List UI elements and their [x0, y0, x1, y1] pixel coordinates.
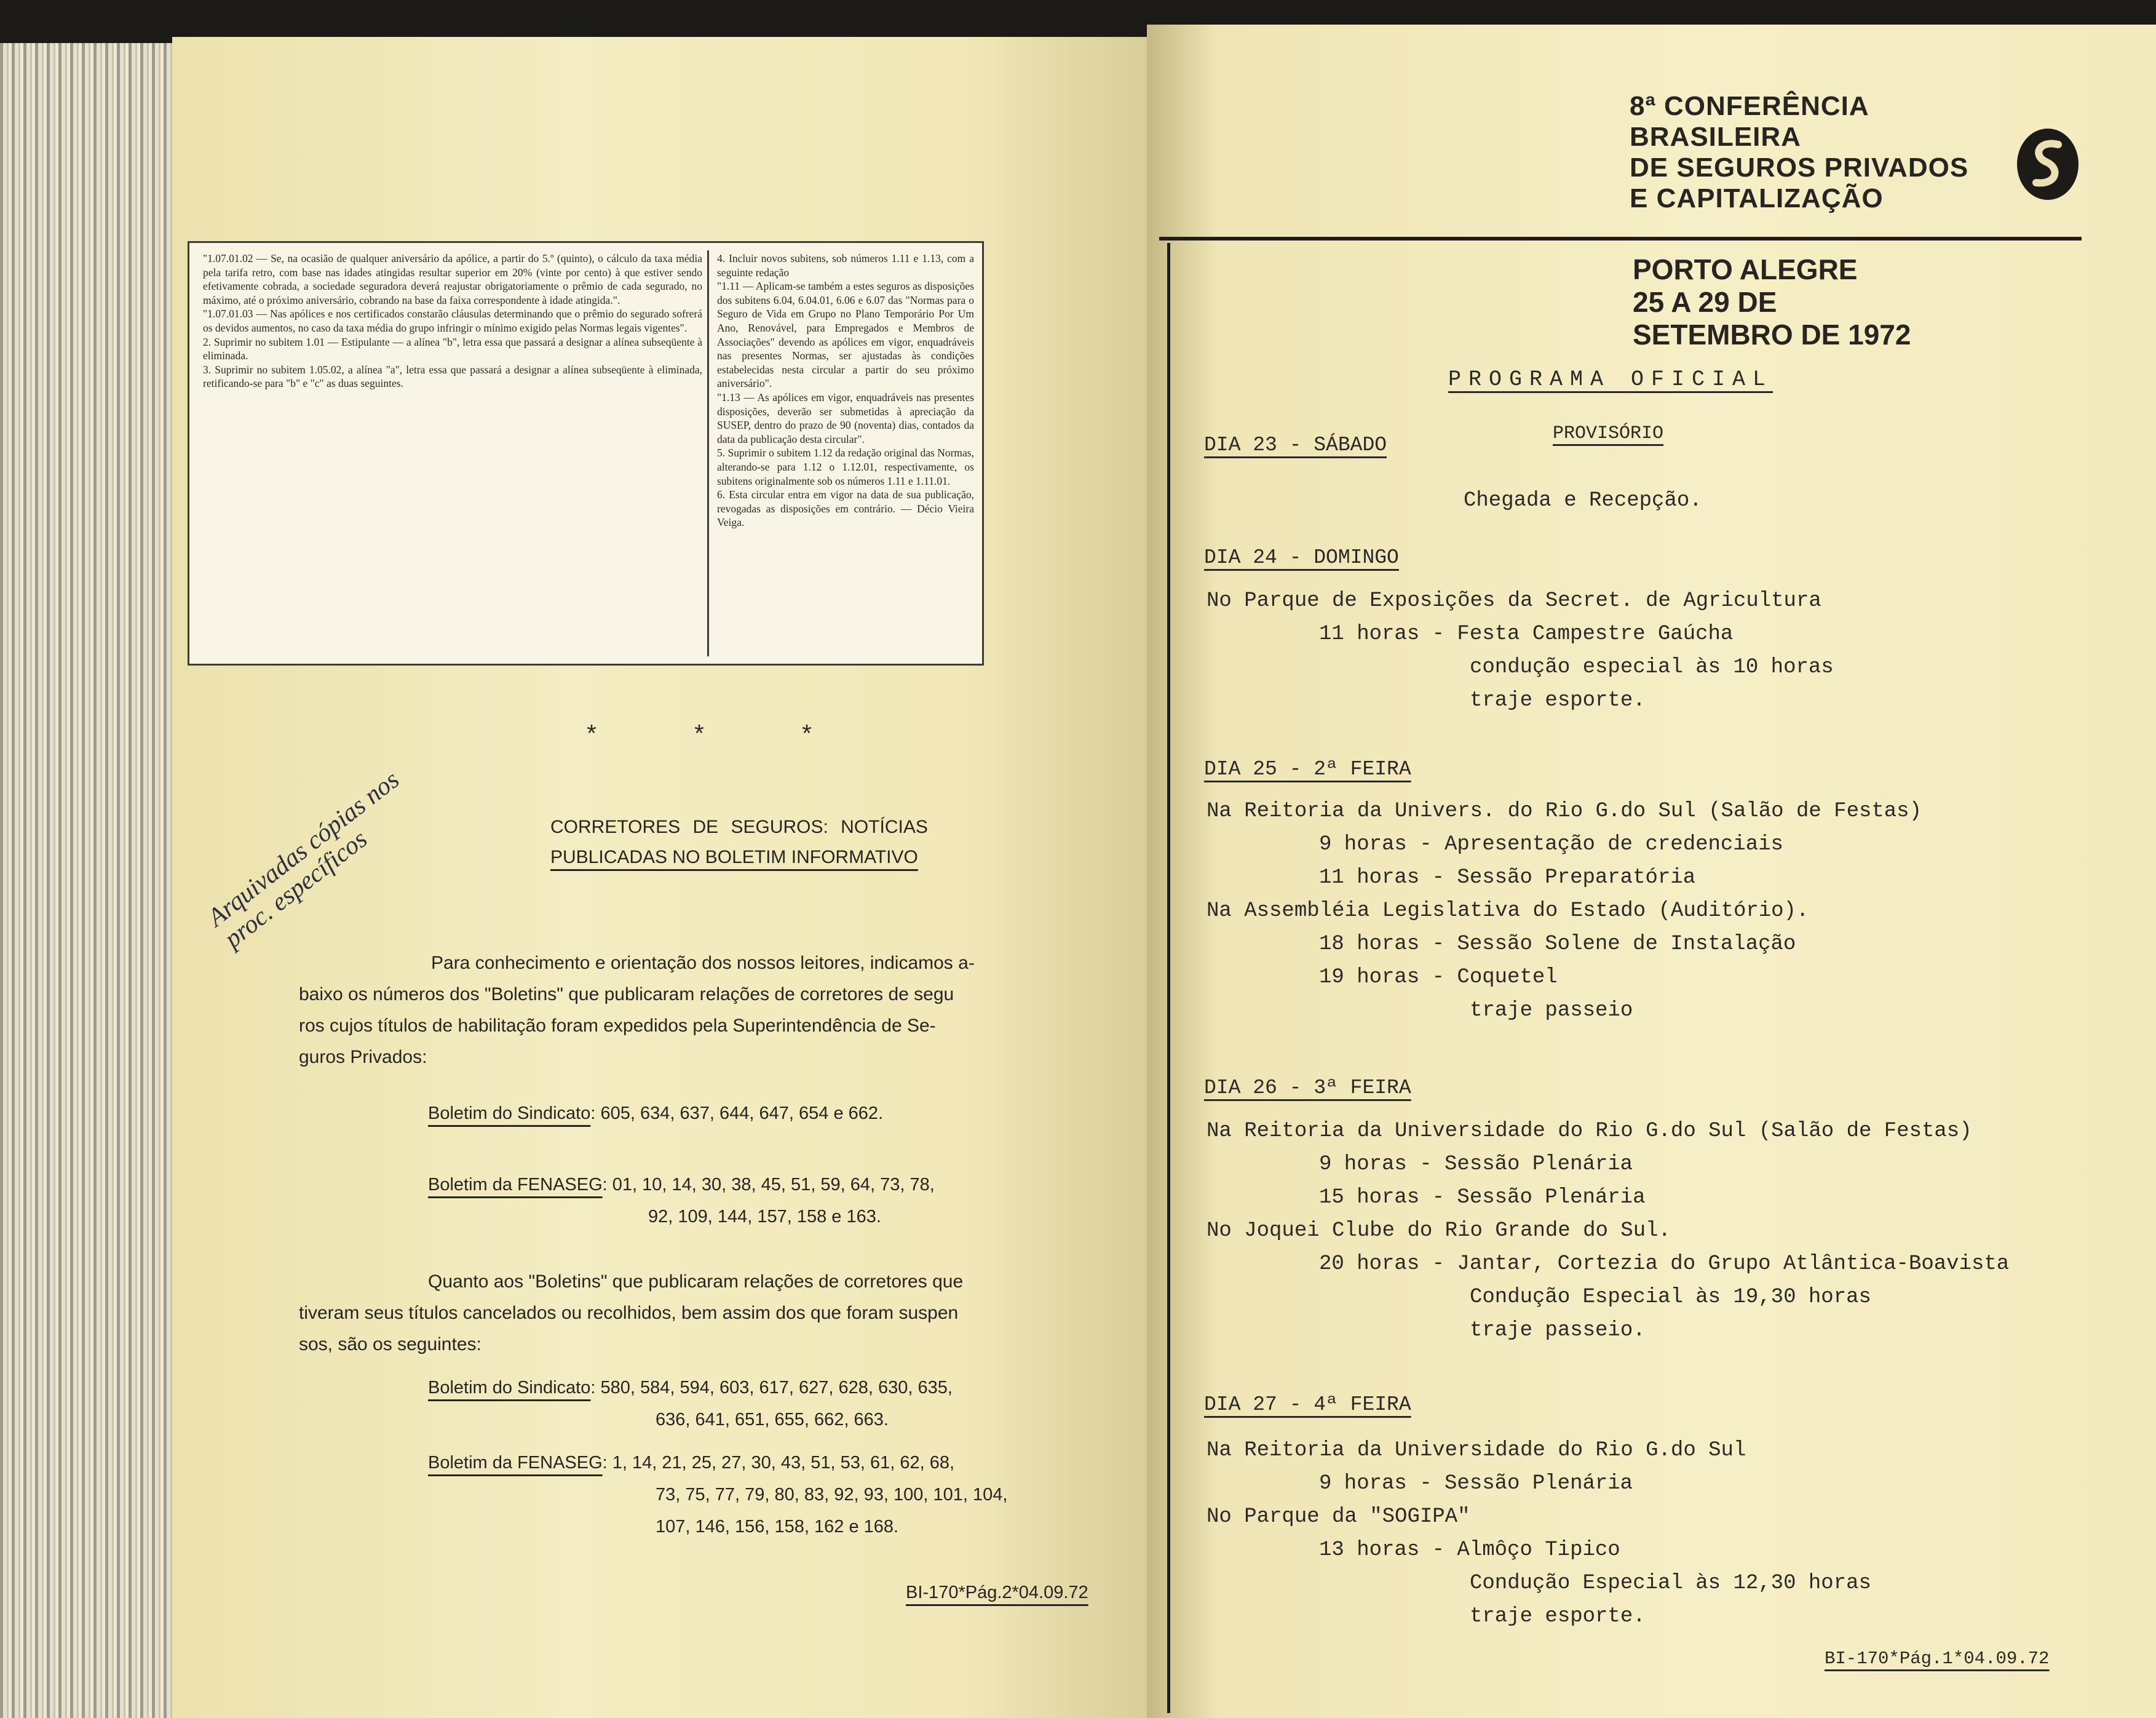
list-values: 107, 146, 156, 158, 162 e 168. — [656, 1517, 899, 1537]
heading-line-1: CORRETORES DE SEGUROS: NOTÍCIAS — [550, 817, 928, 837]
schedule-line: condução especial às 10 horas — [1470, 656, 1834, 679]
schedule-line: traje esporte. — [1470, 689, 1646, 712]
place-line: PORTO ALEGRE — [1633, 253, 1858, 285]
paragraph-line: Quanto aos "Boletins" que publicaram relações de corretores que — [428, 1271, 964, 1292]
schedule-line: No Parque de Exposições da Secret. de Agricultura — [1207, 589, 1821, 613]
day-heading: DIA 27 - 4ª FEIRA — [1204, 1393, 1411, 1416]
paragraph-line: Para conhecimento e orientação dos nossos leitores, indicamos a- — [431, 953, 975, 973]
paragraph-line: sos, são os seguintes: — [299, 1334, 482, 1354]
paragraph-line: ros cujos títulos de habilitação foram expedidos pela Superintendência de Se- — [299, 1016, 936, 1036]
title-line: DE SEGUROS PRIVADOS — [1630, 153, 1969, 183]
right-page-footer: BI-170*Pág.1*04.09.72 — [1825, 1648, 2050, 1669]
title-line: 8ª CONFERÊNCIA — [1630, 91, 1869, 121]
margin-rule — [1167, 243, 1170, 1713]
place-line: 25 A 29 DE — [1633, 286, 1777, 318]
schedule-line: 19 horas - Coquetel — [1319, 966, 1558, 989]
schedule-line: Na Reitoria da Universidade do Rio G.do Sul (Salão de Festas) — [1207, 1119, 1972, 1143]
schedule-line: Na Assembléia Legislativa do Estado (Auditório). — [1207, 899, 1809, 923]
schedule-line: Chegada e Recepção. — [1464, 489, 1702, 512]
place-date — [1633, 253, 1911, 351]
programa-oficial: PROGRAMA OFICIAL — [1448, 367, 1774, 392]
list2-sindicato: Boletim do Sindicato: 580, 584, 594, 603, 617, 627, 628, 630, 635, 636, 641, 651, 655, 662, 663. — [428, 1372, 953, 1436]
title-line: E CAPITALIZAÇÃO — [1630, 183, 1884, 213]
heading-line-2: PUBLICADAS NO BOLETIM INFORMATIVO — [550, 847, 918, 867]
list-values: 580, 584, 594, 603, 617, 627, 628, 630, 635, — [600, 1378, 953, 1398]
list-values: 1, 14, 21, 25, 27, 30, 43, 51, 53, 61, 62, 68, — [612, 1453, 955, 1473]
provisorio: PROVISÓRIO — [1553, 423, 1664, 444]
conference-title — [1630, 91, 1968, 214]
schedule-line: 9 horas - Apresentação de credenciais — [1319, 833, 1783, 856]
schedule-line: traje esporte. — [1470, 1605, 1646, 1628]
schedule-line: 11 horas - Festa Campestre Gaúcha — [1319, 622, 1734, 646]
schedule-line: 9 horas - Sessão Plenária — [1319, 1472, 1633, 1495]
schedule-line: Condução Especial às 19,30 horas — [1470, 1286, 1871, 1309]
schedule-line: 20 horas - Jantar, Cortezia do Grupo Atlântica-Boavista — [1319, 1252, 2010, 1276]
left-page-footer: BI-170*Pág.2*04.09.72 — [906, 1583, 1088, 1602]
schedule-line: No Parque da "SOGIPA" — [1207, 1505, 1470, 1529]
list-label: Boletim do Sindicato — [428, 1378, 591, 1398]
paragraph-line: tiveram seus títulos cancelados ou recolhidos, bem assim dos que foram suspen — [299, 1303, 959, 1323]
schedule-line: Na Reitoria da Univers. do Rio G.do Sul (Salão de Festas) — [1207, 800, 1922, 823]
clipping-column-2: 4. Incluir novos subitens, sob números 1.11 e 1.13, com a seguinte redação "1.11 — Aplicam-se também a estes seguros as disposições dos subitens 6.04, 6.04.01, 6.06 e 6.07 das "Normas para o Seguro de Vida em Grupo no Plano Temporário Por Um Ano, Renovável, para Empregados e Membros de Associações" devendo as apólices em vigor, enquadráveis nas presentes Normas, ser ajustadas às condições estabelecidas nesta circular a partir do seu próximo aniversário". "1.13 — As apólices em vigor, enquadráveis nas presentes disposições, deverão ser submetidas à apreciação da SUSEP, dentro do prazo de 90 (noventa) dias, contados da data da publicação desta circular". 5. Suprimir o subitem 1.12 da redação original das Normas, alterando-se para 1.12 o 1.12.01, respectivamente, os subitens originalmente sob os números 1.11 e 1.11.01. 6. Esta circular entra em vigor na data de sua publicação, revogadas as disposições em contrário. — Décio Vieira Veiga. — [717, 252, 974, 529]
schedule-line: 15 horas - Sessão Plenária — [1319, 1186, 1646, 1209]
section-separator — [584, 723, 830, 754]
paragraph-line: baixo os números dos "Boletins" que publicaram relações de corretores de segu — [299, 984, 954, 1004]
schedule-line: 11 horas - Sessão Preparatória — [1319, 866, 1696, 889]
list-values: 73, 75, 77, 79, 80, 83, 92, 93, 100, 101, 104, — [656, 1485, 1008, 1505]
second-paragraph — [299, 1266, 1135, 1360]
intro-paragraph — [299, 947, 1135, 1073]
paragraph-line: guros Privados: — [299, 1047, 427, 1067]
handwritten-note: Arquivadas cópias nos proc. específicos — [202, 765, 405, 954]
list-label: Boletim do Sindicato — [428, 1104, 591, 1123]
list-values: 01, 10, 14, 30, 38, 45, 51, 59, 64, 73, 78, — [612, 1175, 935, 1195]
schedule-line: 13 horas - Almôço Tipico — [1319, 1538, 1620, 1562]
schedule-line: Condução Especial às 12,30 horas — [1470, 1572, 1871, 1595]
day-heading: DIA 23 - SÁBADO — [1204, 434, 1387, 456]
list-values: 92, 109, 144, 157, 158 e 163. — [648, 1207, 881, 1227]
conference-logo — [2014, 126, 2082, 203]
list1-fenaseg: Boletim da FENASEG: 01, 10, 14, 30, 38, 45, 51, 59, 64, 73, 78, 92, 109, 144, 157, 158 e 163. — [428, 1169, 935, 1233]
schedule-line: Na Reitoria da Universidade do Rio G.do Sul — [1207, 1439, 1746, 1462]
page-stack-edge — [0, 43, 184, 1718]
star: * — [692, 723, 707, 750]
title-line: BRASILEIRA — [1630, 122, 1801, 152]
schedule-line: traje passeio — [1470, 999, 1633, 1022]
list-values: 605, 634, 637, 644, 647, 654 e 662. — [600, 1104, 884, 1123]
schedule-line: 18 horas - Sessão Solene de Instalação — [1319, 933, 1796, 956]
place-line: SETEMBRO DE 1972 — [1633, 319, 1911, 351]
list-values: 636, 641, 651, 655, 662, 663. — [656, 1410, 889, 1430]
clipping-column-1: "1.07.01.02 — Se, na ocasião de qualquer aniversário da apólice, a partir do 5.º (quinto), o cálculo da taxa média pela tarifa retro, com base nas idades atingidas resultar superior em 20% (vinte por cento) à que estiver sendo efetivamente cobrada, a sociedade seguradora deverá reajustar obrigatoriamente o prêmio de cada segurado, no máximo, até o próximo aniversário, cobrando na base da faixa correspondente à idade atingida.". "1.07.01.03 — Nas apólices e nos certificados constarão cláusulas determinando que o prêmio do segurado sofrerá os devidos aumentos, no caso da taxa média do grupo infringir o mínimo exigido pelas Normas legais vigentes". 2. Suprimir no subitem 1.01 — Estipulante — a alínea "b", letra essa que passará a designar a alínea subseqüente à eliminada. 3. Suprimir no subitem 1.05.02, a alínea "a", letra essa que passará a designar a alínea subseqüente à eliminada, retificando-se para "b" e "c" as duas seguintes. — [203, 252, 702, 390]
schedule-line: No Joquei Clube do Rio Grande do Sul. — [1207, 1219, 1671, 1243]
clipping-divider — [707, 250, 709, 656]
list-label: Boletim da FENASEG — [428, 1453, 603, 1473]
day-heading: DIA 26 - 3ª FEIRA — [1204, 1076, 1411, 1099]
list-label: Boletim da FENASEG — [428, 1175, 603, 1195]
day-heading: DIA 25 - 2ª FEIRA — [1204, 758, 1411, 781]
schedule-line: 9 horas - Sessão Plenária — [1319, 1153, 1633, 1176]
schedule-line: traje passeio. — [1470, 1319, 1646, 1342]
list1-sindicato: Boletim do Sindicato: 605, 634, 637, 644, 647, 654 e 662. — [428, 1104, 884, 1123]
star: * — [799, 723, 815, 750]
day-heading: DIA 24 - DOMINGO — [1204, 546, 1399, 569]
list2-fenaseg: Boletim da FENASEG: 1, 14, 21, 25, 27, 30, 43, 51, 53, 61, 62, 68, 73, 75, 77, 79, 80, 83, 92, 93, 100, 101, 104, 107, 146, 156, 158, 162 e 168. — [428, 1447, 1007, 1543]
newspaper-clipping — [188, 241, 984, 666]
star: * — [584, 723, 600, 750]
header-rule — [1159, 237, 2082, 241]
